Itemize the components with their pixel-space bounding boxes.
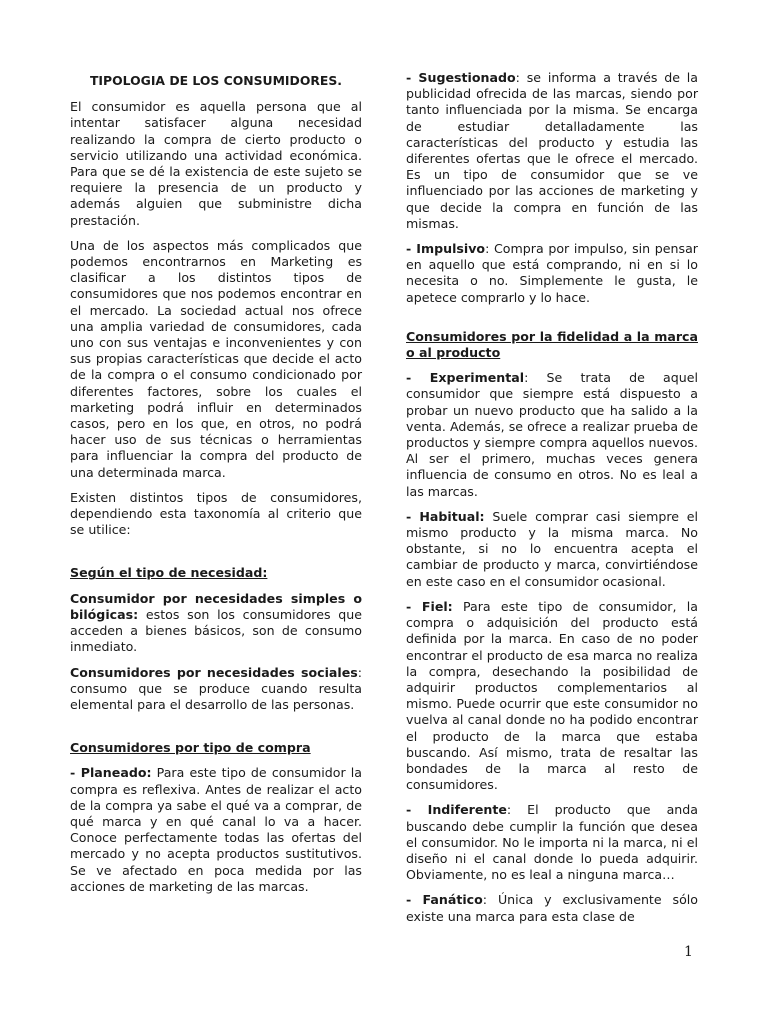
- definition-planeado: - Planeado: Para este tipo de consumidor la compra es reflexiva. Antes de realizar el acto de la compra ya sabe el qué va a comprar, de qué marca y en qué canal lo va a hacer. Conoce perfectamente todas las ofertas del mercado y no acepta productos sustitutivos. Se ve afectado en poca medida por las acciones de marketing de las marcas.: [70, 765, 362, 894]
- intro-paragraph-2: Una de los aspectos más complicados que podemos encontrarnos en Marketing es clasificar a los distintos tipos de consumidores que nos podemos encontrar en el mercado. La sociedad actual nos ofrece una amplia variedad de consumidores, cada uno con sus ventajas e inconvenientes y con sus propias características que decide el acto de la compra o el consumo condicionado por diferentes factores, sobre los cuales el marketing podrá influir en determinados casos, pero en los que, en otros, no podrá hacer uso de sus técnicas o herramientas para influenciar la compra del producto de una determinada marca.: [70, 237, 362, 480]
- intro-paragraph-1: El consumidor es aquella persona que al intentar satisfacer alguna necesidad realizando la compra de cierto producto o servicio utilizando una actividad económica. Para que se dé la existencia de este sujeto se requiere la presencia de un producto y además alguien que subministre dicha prestación.: [70, 99, 362, 228]
- page-number: 1: [684, 944, 693, 960]
- right-column: [406, 70, 698, 934]
- definition-sugestionado: - Sugestionado: se informa a través de la publicidad ofrecida de las marcas, siendo por tanto influenciada por la misma. Se encarga de estudiar detalladamente las características del producto y estudia las diferentes ofertas que le ofrece el mercado. Es un tipo de consumidor que se ve influenciado por las acciones de marketing y que decide la compra en función de las mismas.: [406, 70, 699, 231]
- definition-impulsivo: - Impulsivo: Compra por impulso, sin pensar en aquello que está comprando, ni en si lo necesita o no. Simplemente le gusta, le apetece comprarlo y lo hace.: [406, 241, 698, 305]
- heading-tipo-compra: Consumidores por tipo de compra: [70, 740, 311, 756]
- document-title: TIPOLOGIA DE LOS CONSUMIDORES.: [89, 73, 342, 88]
- definition-necesidades-simples: Consumidor por necesidades simples o bilógicas: estos son los consumidores que acceden a bienes básicos, son de consumo inmediato.: [70, 590, 362, 655]
- intro-paragraph-3: Existen distintos tipos de consumidores, dependiendo esta taxonomía al criterio que se utilice:: [70, 489, 362, 538]
- heading-fidelidad: Consumidores por la fidelidad a la marca o al producto: [406, 328, 698, 361]
- definition-fiel: - Fiel: Para este tipo de consumidor, la compra o adquisición del producto está definida por la marca. En caso de no poder encontrar el producto de esa marca no realiza la compra, desechando la posibilidad de adquirir productos complementarios al mismo. Puede ocurrir que este consumidor no vuelva al canal donde no ha podido encontrar el producto de la marca que estaba buscando. Así mismo, trata de resaltar las bondades de la marca al resto de consumidores.: [406, 598, 698, 793]
- definition-fanatico: - Fanático: Única y exclusivamente sólo existe una marca para esta clase de: [406, 892, 698, 924]
- heading-necesidad: Según el tipo de necesidad:: [70, 565, 268, 581]
- definition-indiferente: - Indiferente: El producto que anda buscando debe cumplir la función que desea el consumidor. No le importa ni la marca, ni el diseño ni el canal donde lo pueda adquirir. Obviamente, no es leal a ninguna marca…: [406, 802, 698, 883]
- definition-habitual: - Habitual: Suele comprar casi siempre el mismo producto y la misma marca. No obstante, si no lo encuentra acepta el cambiar de producto y marca, convirtiéndose en este caso en el consumidor ocasional.: [406, 508, 698, 589]
- definition-experimental: - Experimental: Se trata de aquel consumidor que siempre está dispuesto a probar un nuevo producto que ha salido a la venta. Además, se ofrece a realizar prueba de productos y siempre compra aquellos nuevos. Al ser el primero, muchas veces genera influencia de consumo en otros. No es leal a las marcas.: [406, 370, 698, 499]
- left-column: [70, 70, 362, 904]
- definition-necesidades-sociales: Consumidores por necesidades sociales: consumo que se produce cuando resulta elemental para el desarrollo de las personas.: [70, 664, 362, 712]
